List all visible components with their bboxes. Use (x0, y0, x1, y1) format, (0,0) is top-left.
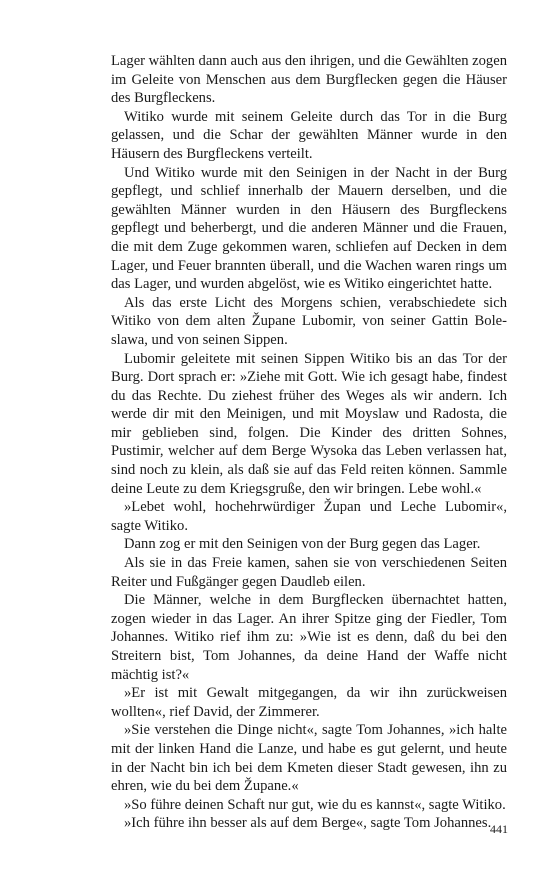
page-number: 441 (490, 822, 508, 836)
paragraph: Als sie in das Freie kamen, sahen sie von verschiedenen Seiten Reiter und Fußgänger gegen Daudleb eilen. (111, 555, 507, 590)
paragraph: Dann zog er mit den Seinigen von der Burg gegen das Lager. (124, 536, 481, 553)
paragraph: »Lebet wohl, hochehrwürdiger Župan und Leche Lubomir«, sagte Witiko. (111, 499, 507, 534)
paragraph: Lubomir geleitete mit seinen Sippen Witiko bis an das Tor der Burg. Dort sprach er: »Ziehe mit Gott. Wie ich gesagt habe, findest du das Rechte. Du ziehest früher des Weges als wir andern. Ich werde dir mit den Meinigen, und mit Moyslaw und Radosta, die mir geblieben sind, folgen. Die Kinder des dritten Sohnes, Pustimir, welcher auf dem Berge Wysoka das Leben verlassen hat, sind noch zu klein, als daß sie auf das Feld reiten können. Sammle deine Leute zu dem Kriegsgruße, den wir bringen. Lebe wohl.« (111, 350, 507, 497)
paragraph: »Er ist mit Gewalt mitgegangen, da wir ihn zurückweisen wollten«, rief David, der Zimmerer. (111, 685, 507, 720)
paragraph: »Sie verstehen die Dinge nicht«, sagte Tom Johannes, »ich halte mit der linken Hand die Lanze, und habe es gut gelernt, und heute in der Nacht bin ich bei dem Kmeten dieser Stadt gewesen, ihn zu ehren, wie du bei dem Župane.« (111, 722, 507, 795)
paragraph: »Ich führe ihn besser als auf dem Berge«, sagte Tom Johannes. (124, 815, 492, 832)
paragraph: Und Witiko wurde mit den Seinigen in der Nacht in der Burg gepflegt, und schlief innerhalb der Mauern derselben, und die gewählten Männer wurden in den Häusern des Burgfleckens gepflegt und beherbergt, und die anderen Männer und die Frauen, die mit dem Zuge gekommen waren, schliefen auf Decken in dem Lager, und Feuer brannten überall, und die Wachen waren rings um das Lager, und wurden abgelöst, wie es Witiko eingerichtet hatte. (111, 164, 507, 293)
paragraph: Lager wählten dann auch aus den ihrigen, und die Gewählten zogen im Geleite von Menschen aus dem Burgflecken gegen die Häuser des Burgfleckens. (111, 53, 507, 107)
paragraph: Als das erste Licht des Morgens schien, verabschiedete sich Witiko von dem alten Župane Lubomir, von seiner Gattin Boleslawa, und von seinen Sippen. (111, 294, 507, 348)
paragraph: Witiko wurde mit seinem Geleite durch das Tor in die Burg gelassen, und die Schar der gewählten Männer wurde in den Häusern des Burgfleckens verteilt. (111, 108, 507, 162)
body-text (111, 52, 507, 833)
paragraph: Die Männer, welche in dem Burgflecken übernachtet hatten, zogen wieder in das Lager. An ihrer Spitze ging der Fiedler, Tom Johannes. Witiko rief ihm zu: »Wie ist es denn, daß du bei den Streitern bist, Tom Johannes, da deine Hand der Waffe nicht mächtig ist?« (111, 592, 507, 683)
paragraph: »So führe deinen Schaft nur gut, wie du es kannst«, sagte Witiko. (124, 796, 506, 813)
